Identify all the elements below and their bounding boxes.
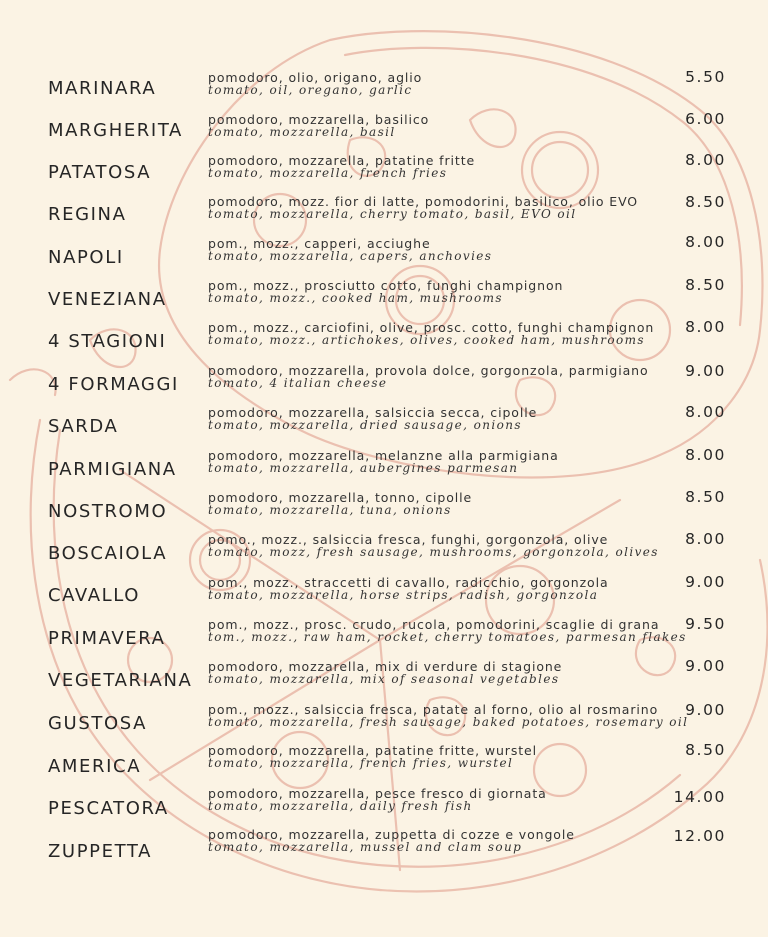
menu-item	[0, 786, 768, 832]
pizza-ingredients: pom., mozz., straccetti di cavallo, radicchio, gorgonzola	[208, 575, 609, 590]
pizza-ingredients: pomodoro, mozzarella, melanzne alla parmigiana	[208, 448, 559, 463]
pizza-ingredients: pomodoro, olio, origano, aglio	[208, 70, 423, 85]
pizza-ingredients-english: tomato, mozzarella, fresh sausage, baked potatoes, rosemary oil	[208, 715, 689, 729]
pizza-ingredients-english: tomato, mozzarella, cherry tomato, basil, EVO oil	[208, 207, 577, 221]
pizza-price: 9.00	[685, 701, 726, 719]
menu-item	[0, 530, 768, 577]
pizza-ingredients-english: tomato, mozzarella, dried sausage, onions	[208, 418, 522, 432]
pizza-name: MARINARA	[48, 78, 157, 99]
pizza-ingredients: pomodoro, mozz. fior di latte, pomodorini, basilico, olio EVO	[208, 194, 639, 209]
menu-item	[0, 827, 768, 875]
pizza-ingredients-english: tomato, mozzarella, capers, anchovies	[208, 249, 493, 263]
pizza-name: NAPOLI	[48, 247, 124, 268]
pizza-ingredients-english: tomato, mozz, fresh sausage, mushrooms, gorgonzola, olives	[208, 545, 659, 559]
menu-item	[0, 70, 768, 112]
pizza-name: CAVALLO	[48, 585, 140, 606]
pizza-name: VEGETARIANA	[48, 670, 193, 691]
menu-item	[0, 318, 768, 365]
pizza-price: 12.00	[673, 827, 726, 845]
menu-item	[0, 615, 768, 662]
menu-item	[0, 701, 768, 747]
pizza-price: 6.00	[685, 110, 726, 128]
menu-item	[0, 193, 768, 238]
pizza-ingredients-english: tomato, mozz., artichokes, olives, cooked ham, mushrooms	[208, 333, 645, 347]
menu-item	[0, 276, 768, 323]
pizza-ingredients-english: tomato, oil, oregano, garlic	[208, 83, 413, 97]
pizza-ingredients-english: tomato, mozzarella, daily fresh fish	[208, 799, 473, 813]
pizza-ingredients-english: tomato, 4 italian cheese	[208, 376, 388, 390]
pizza-price: 9.50	[685, 615, 726, 633]
pizza-price: 8.50	[685, 193, 726, 211]
pizza-ingredients-english: tom., mozz., raw ham, rocket, cherry tomatoes, parmesan flakes	[208, 630, 687, 644]
pizza-price: 8.50	[685, 276, 726, 294]
pizza-price: 8.50	[685, 488, 726, 506]
pizza-price: 8.00	[685, 151, 726, 169]
pizza-name: PRIMAVERA	[48, 628, 166, 649]
pizza-name: AMERICA	[48, 756, 142, 777]
pizza-price: 8.00	[685, 403, 726, 421]
pizza-ingredients: pomo., mozz., salsiccia fresca, funghi, gorgonzola, olive	[208, 532, 609, 547]
pizza-ingredients: pom., mozz., prosc. crudo, rucola, pomodorini, scaglie di grana	[208, 617, 660, 632]
menu-item	[0, 741, 768, 790]
pizza-ingredients: pomodoro, mozzarella, pesce fresco di giornata	[208, 786, 547, 801]
pizza-ingredients: pom., mozz., carciofini, olive, prosc. cotto, funghi champignon	[208, 320, 655, 335]
pizza-name: MARGHERITA	[48, 120, 183, 141]
pizza-name: REGINA	[48, 204, 127, 225]
pizza-price: 8.00	[685, 318, 726, 336]
pizza-name: 4 STAGIONI	[48, 331, 167, 352]
pizza-ingredients: pomodoro, mozzarella, mix di verdure di stagione	[208, 659, 563, 674]
pizza-ingredients: pomodoro, mozzarella, salsiccia secca, cipolle	[208, 405, 538, 420]
menu-item	[0, 151, 768, 196]
pizza-name: SARDA	[48, 416, 119, 437]
pizza-ingredients: pomodoro, mozzarella, tonno, cipolle	[208, 490, 473, 505]
pizza-name: PATATOSA	[48, 162, 152, 183]
menu-item	[0, 446, 768, 493]
pizza-name: 4 FORMAGGI	[48, 374, 179, 395]
pizza-ingredients: pomodoro, mozzarella, patatine fritte, wurstel	[208, 743, 537, 758]
pizza-price: 9.00	[685, 362, 726, 380]
pizza-ingredients: pomodoro, mozzarella, zuppetta di cozze e vongole	[208, 827, 575, 842]
pizza-ingredients-english: tomato, mozzarella, tuna, onions	[208, 503, 452, 517]
menu-item	[0, 233, 768, 281]
pizza-price: 8.00	[685, 233, 726, 251]
pizza-name: PESCATORA	[48, 798, 169, 819]
menu-item	[0, 403, 768, 450]
pizza-ingredients: pom., mozz., salsiccia fresca, patate al forno, olio al rosmarino	[208, 702, 659, 717]
pizza-price: 14.00	[673, 788, 726, 806]
pizza-ingredients: pomodoro, mozzarella, patatine fritte	[208, 153, 476, 168]
pizza-ingredients-english: tomato, mozzarella, basil	[208, 125, 396, 139]
pizza-ingredients: pomodoro, mozzarella, provola dolce, gorgonzola, parmigiano	[208, 363, 649, 378]
pizza-name: GUSTOSA	[48, 713, 147, 734]
menu-item	[0, 657, 768, 704]
pizza-price: 8.50	[685, 741, 726, 759]
pizza-name: ZUPPETTA	[48, 841, 152, 862]
pizza-price: 5.50	[685, 68, 726, 86]
pizza-ingredients-english: tomato, mozzarella, french fries, wurstel	[208, 756, 514, 770]
pizza-price: 8.00	[685, 530, 726, 548]
menu-item	[0, 362, 768, 408]
pizza-price: 9.00	[685, 573, 726, 591]
pizza-price: 8.00	[685, 446, 726, 464]
pizza-name: BOSCAIOLA	[48, 543, 168, 564]
pizza-ingredients: pom., mozz., prosciutto cotto, funghi champignon	[208, 278, 564, 293]
pizza-name: VENEZIANA	[48, 289, 167, 310]
pizza-ingredients-english: tomato, mozzarella, french fries	[208, 166, 448, 180]
pizza-ingredients-english: tomato, mozzarella, mussel and clam soup	[208, 840, 523, 854]
pizza-ingredients-english: tomato, mozzarella, aubergines parmesan	[208, 461, 519, 475]
pizza-ingredients-english: tomato, mozzarella, horse strips, radish, gorgonzola	[208, 588, 599, 602]
pizza-name: PARMIGIANA	[48, 459, 177, 480]
pizza-ingredients-english: tomato, mozz., cooked ham, mushrooms	[208, 291, 503, 305]
menu-item	[0, 488, 768, 535]
menu-item	[0, 573, 768, 619]
pizza-name: NOSTROMO	[48, 501, 168, 522]
pizza-ingredients-english: tomato, mozzarella, mix of seasonal vegetables	[208, 672, 560, 686]
pizza-price: 9.00	[685, 657, 726, 675]
menu-item	[0, 112, 768, 154]
pizza-ingredients: pom., mozz., capperi, acciughe	[208, 236, 431, 251]
pizza-ingredients: pomodoro, mozzarella, basilico	[208, 112, 430, 127]
